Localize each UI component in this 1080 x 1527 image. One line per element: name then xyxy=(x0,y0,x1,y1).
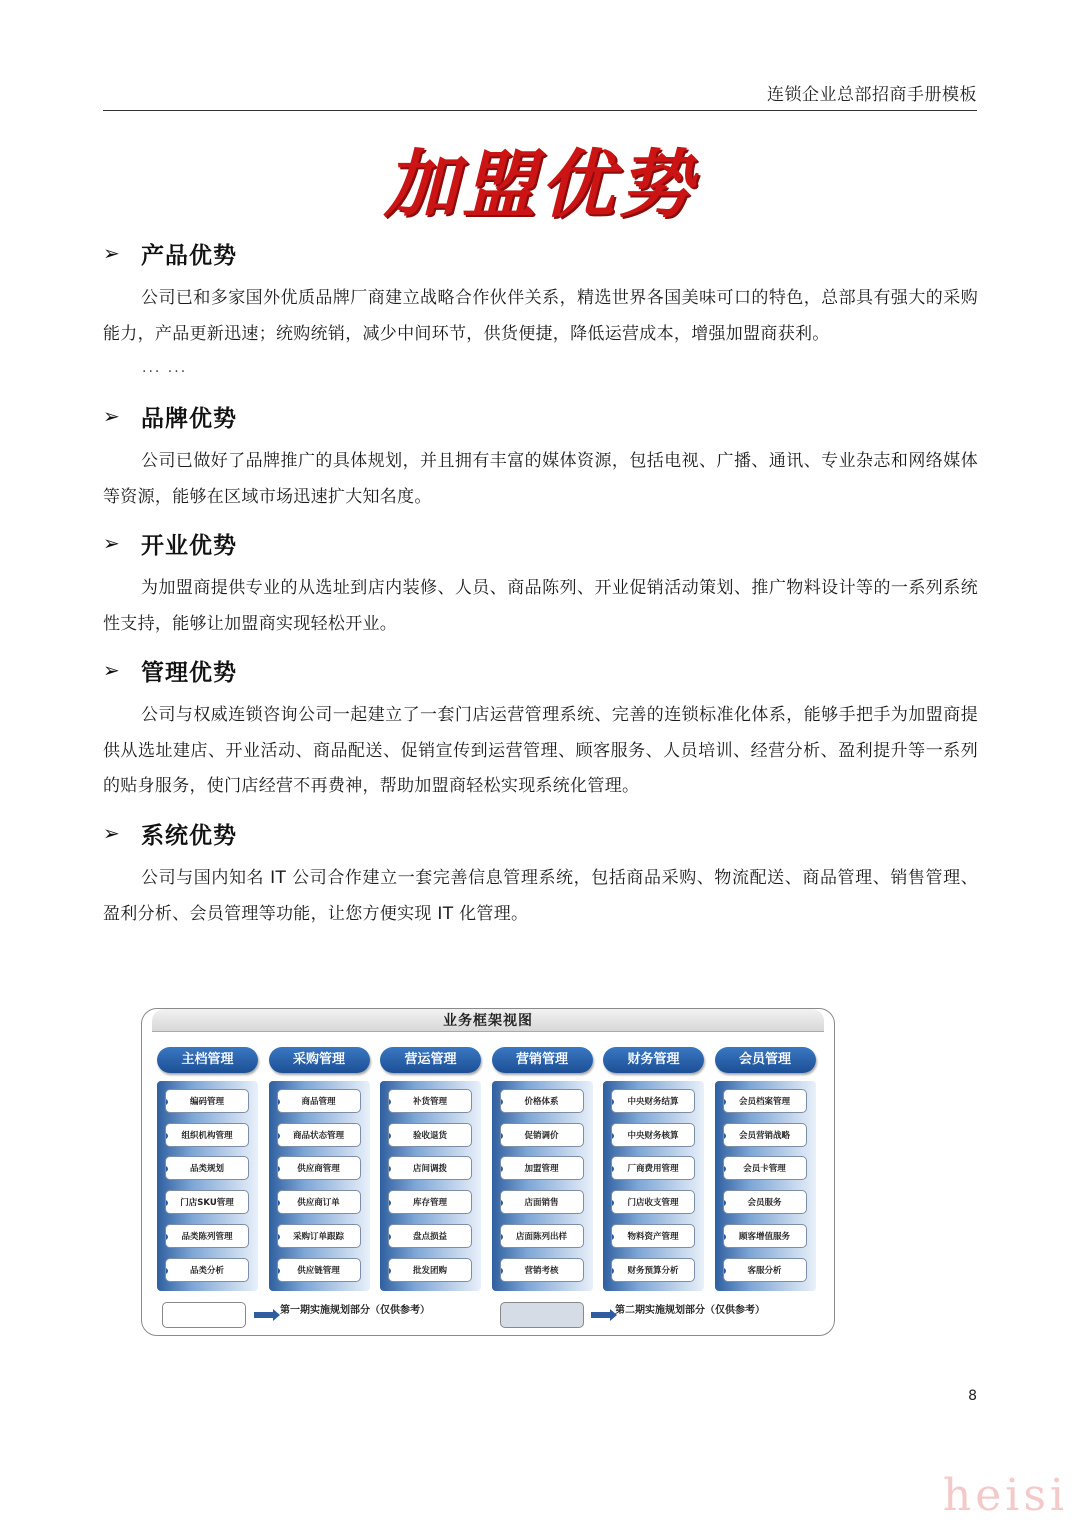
legend-arrow-icon xyxy=(591,1312,611,1318)
main-title: 加盟优势 xyxy=(384,142,696,228)
section-paragraph: 公司与国内知名 IT 公司合作建立一套完善信息管理系统，包括商品采购、物流配送、商品管理、销售管理、盈利分析、会员管理等功能，让您方便实现 IT 化管理。 xyxy=(103,868,978,924)
diagram-item: 供应商管理 xyxy=(277,1156,361,1180)
diagram-item: 门店收支管理 xyxy=(611,1190,695,1214)
column-head: 营销管理 xyxy=(492,1047,593,1073)
diagram-item: 厂商费用管理 xyxy=(611,1156,695,1180)
diagram-column xyxy=(715,1047,816,1291)
diagram-item: 编码管理 xyxy=(165,1089,249,1113)
column-body xyxy=(715,1081,816,1291)
diagram-item: 会员档案管理 xyxy=(723,1089,807,1113)
bullet-arrow-icon: ➢ xyxy=(103,658,120,682)
legend-label-phase2: 第二期实施规划部分（仅供参考） xyxy=(615,1305,765,1316)
diagram-item: 品类陈列管理 xyxy=(165,1224,249,1248)
ellipsis-text: ··· ··· xyxy=(142,364,188,380)
diagram-item: 店间调拨 xyxy=(388,1156,472,1180)
diagram-item: 商品状态管理 xyxy=(277,1123,361,1147)
section-management xyxy=(103,653,978,805)
diagram-item: 物料资产管理 xyxy=(611,1224,695,1248)
section-brand xyxy=(103,399,978,515)
diagram-item: 价格体系 xyxy=(500,1089,584,1113)
section-paragraph: 为加盟商提供专业的从选址到店内装修、人员、商品陈列、开业促销活动策划、推广物料设计等的一系列系统性支持，能够让加盟商实现轻松开业。 xyxy=(103,578,978,634)
legend-box-phase2 xyxy=(500,1302,584,1328)
business-framework-diagram xyxy=(141,1008,835,1336)
bullet-arrow-icon: ➢ xyxy=(103,821,120,845)
diagram-item: 组织机构管理 xyxy=(165,1123,249,1147)
legend-label-phase1: 第一期实施规划部分（仅供参考） xyxy=(280,1305,430,1316)
diagram-item: 店面销售 xyxy=(500,1190,584,1214)
diagram-item: 促销调价 xyxy=(500,1123,584,1147)
diagram-column xyxy=(157,1047,258,1291)
section-title: 产品优势 xyxy=(141,242,237,269)
bullet-arrow-icon: ➢ xyxy=(103,531,120,555)
diagram-item: 盘点损益 xyxy=(388,1224,472,1248)
bullet-arrow-icon: ➢ xyxy=(103,241,120,265)
column-body xyxy=(269,1081,370,1291)
diagram-item: 补货管理 xyxy=(388,1089,472,1113)
section-opening xyxy=(103,526,978,642)
diagram-item: 品类规划 xyxy=(165,1156,249,1180)
legend-arrow-icon xyxy=(254,1312,274,1318)
diagram-column xyxy=(269,1047,370,1291)
diagram-item: 供应商订单 xyxy=(277,1190,361,1214)
diagram-item: 会员营销战略 xyxy=(723,1123,807,1147)
diagram-item: 营销考核 xyxy=(500,1258,584,1282)
section-paragraph: 公司与权威连锁咨询公司一起建立了一套门店运营管理系统、完善的连锁标准化体系，能够手把手为加盟商提供从选址建店、开业活动、商品配送、促销宣传到运营管理、顾客服务、人员培训、经营分析、盈利提升等一系列的贴身服务，使门店经营不再费神，帮助加盟商轻松实现系统化管理。 xyxy=(103,705,978,796)
diagram-item: 采购订单跟踪 xyxy=(277,1224,361,1248)
diagram-item: 会员卡管理 xyxy=(723,1156,807,1180)
section-title: 管理优势 xyxy=(141,659,237,686)
diagram-item: 门店SKU管理 xyxy=(165,1190,249,1214)
column-body xyxy=(380,1081,481,1291)
column-head: 财务管理 xyxy=(603,1047,704,1073)
diagram-item: 验收退货 xyxy=(388,1123,472,1147)
column-body xyxy=(603,1081,704,1291)
diagram-item: 客服分析 xyxy=(723,1258,807,1282)
section-title: 开业优势 xyxy=(141,532,237,559)
watermark: heisi xyxy=(942,1470,1068,1521)
diagram-title: 业务框架视图 xyxy=(443,1013,533,1029)
column-head: 营运管理 xyxy=(380,1047,481,1073)
bullet-arrow-icon: ➢ xyxy=(103,404,120,428)
header-rule xyxy=(103,110,977,111)
diagram-item: 顾客增值服务 xyxy=(723,1224,807,1248)
section-title: 系统优势 xyxy=(141,822,237,849)
diagram-item: 加盟管理 xyxy=(500,1156,584,1180)
diagram-item: 品类分析 xyxy=(165,1258,249,1282)
section-system xyxy=(103,816,978,932)
column-body xyxy=(492,1081,593,1291)
diagram-item: 库存管理 xyxy=(388,1190,472,1214)
column-head: 主档管理 xyxy=(157,1047,258,1073)
section-title: 品牌优势 xyxy=(141,405,237,432)
diagram-title-bar xyxy=(152,1009,824,1032)
diagram-column xyxy=(380,1047,481,1291)
column-head: 会员管理 xyxy=(715,1047,816,1073)
diagram-item: 中央财务核算 xyxy=(611,1123,695,1147)
page-number: 8 xyxy=(968,1388,977,1404)
legend-box-phase1 xyxy=(162,1302,246,1328)
header-title: 连锁企业总部招商手册模板 xyxy=(767,85,977,105)
column-head: 采购管理 xyxy=(269,1047,370,1073)
diagram-item: 会员服务 xyxy=(723,1190,807,1214)
diagram-item: 店面陈列出样 xyxy=(500,1224,584,1248)
section-product xyxy=(103,236,978,352)
section-paragraph: 公司已做好了品牌推广的具体规划，并且拥有丰富的媒体资源，包括电视、广播、通讯、专业杂志和网络媒体等资源，能够在区域市场迅速扩大知名度。 xyxy=(103,451,978,507)
diagram-item: 供应链管理 xyxy=(277,1258,361,1282)
diagram-column xyxy=(603,1047,704,1291)
column-body xyxy=(157,1081,258,1291)
section-paragraph: 公司已和多家国外优质品牌厂商建立战略合作伙伴关系，精选世界各国美味可口的特色，总部具有强大的采购能力，产品更新迅速；统购统销，减少中间环节，供货便捷，降低运营成本，增强加盟商获利。 xyxy=(103,288,978,344)
diagram-item: 商品管理 xyxy=(277,1089,361,1113)
diagram-item: 财务预算分析 xyxy=(611,1258,695,1282)
diagram-item: 中央财务结算 xyxy=(611,1089,695,1113)
diagram-column xyxy=(492,1047,593,1291)
diagram-item: 批发团购 xyxy=(388,1258,472,1282)
